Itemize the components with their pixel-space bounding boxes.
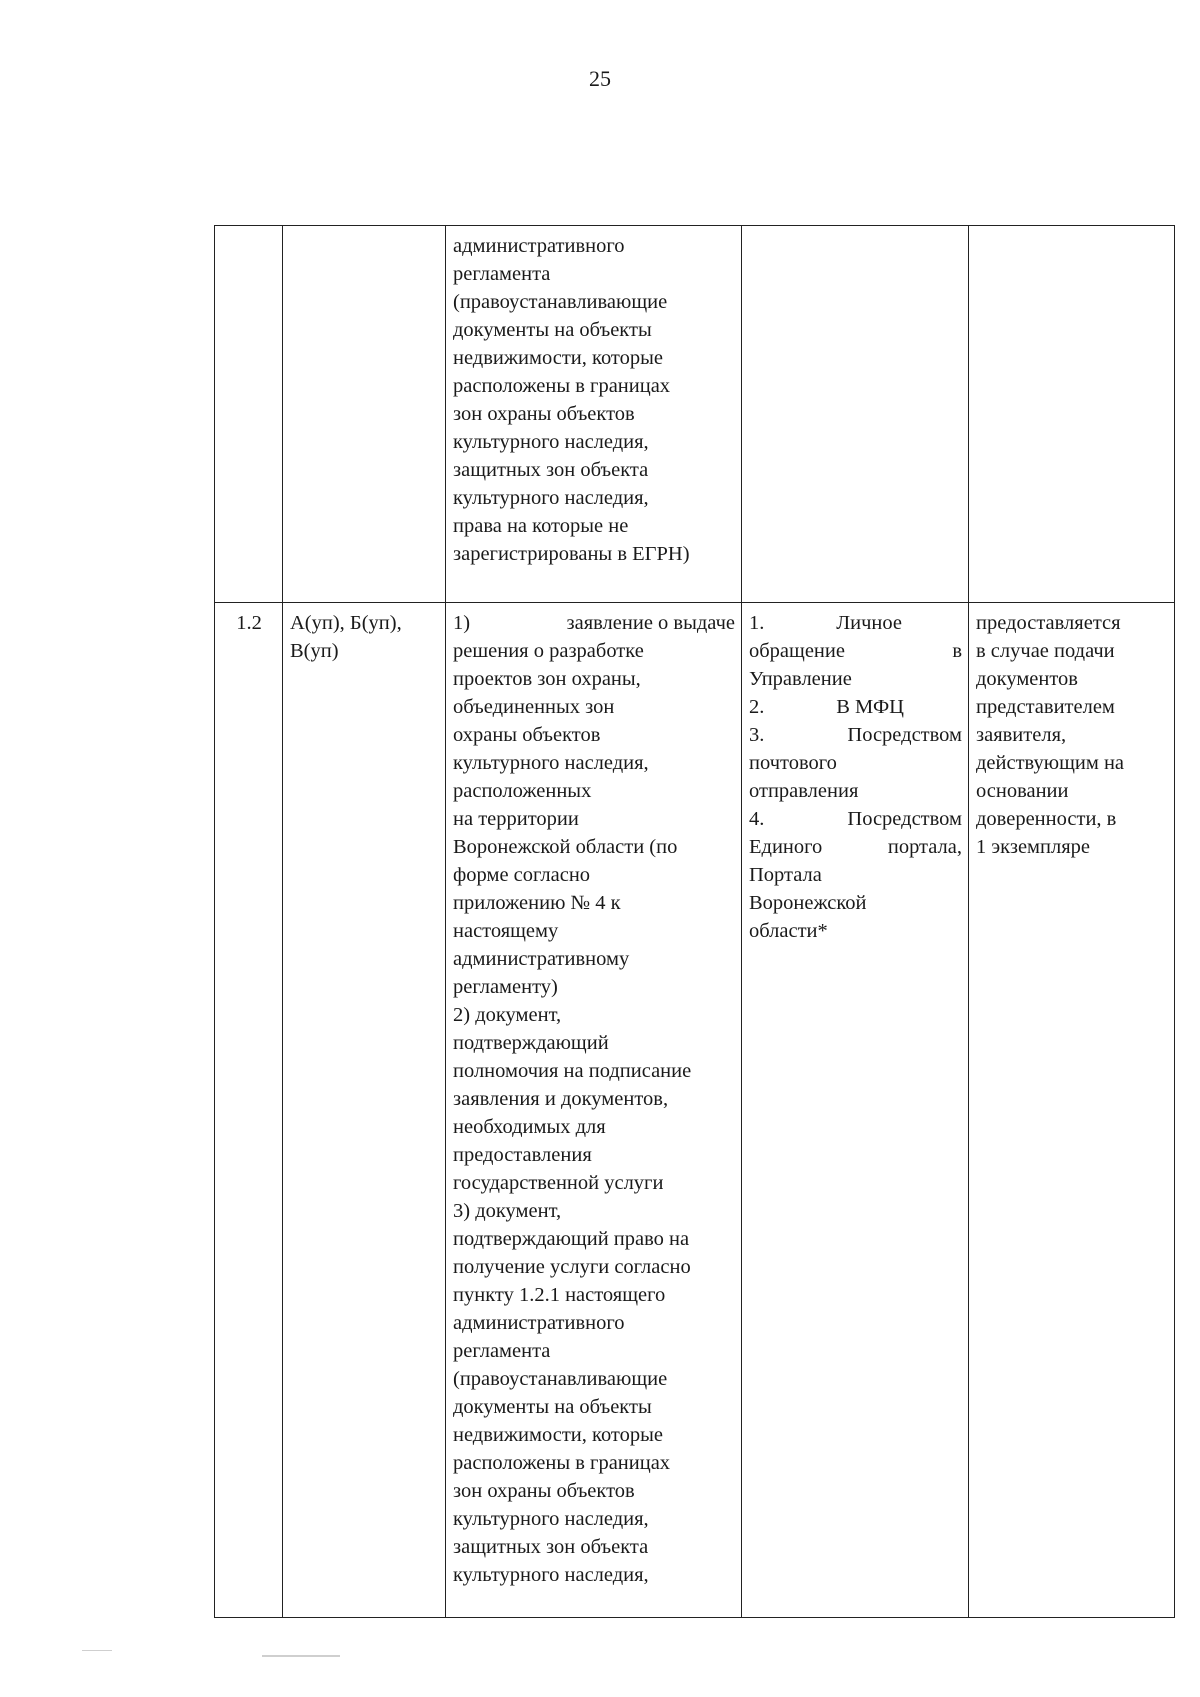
- doc-line: культурного наследия,: [453, 1564, 649, 1586]
- doc-line: заявления и документов,: [453, 1088, 669, 1110]
- way-line: Воронежской: [749, 892, 867, 914]
- doc-line: Воронежской области (по: [453, 836, 678, 858]
- doc-line: документы на объекты: [453, 1396, 652, 1418]
- way-line: почтового: [749, 752, 837, 774]
- cell-num: [215, 226, 283, 603]
- doc-line: недвижимости, которые: [453, 347, 663, 369]
- note-line: заявителя,: [976, 724, 1067, 746]
- way-line: [749, 637, 962, 665]
- category-line: В(уп): [290, 640, 339, 662]
- doc-line: подтверждающий право на: [453, 1228, 690, 1250]
- note-line: 1 экземпляре: [976, 836, 1091, 858]
- doc-line: документы на объекты: [453, 319, 652, 341]
- cell-ways: [742, 603, 969, 1618]
- doc-line: пункту 1.2.1 настоящего: [453, 1284, 666, 1306]
- doc-item-number: 1): [453, 612, 471, 634]
- doc-line: административного: [453, 235, 625, 257]
- note-line: документов: [976, 668, 1078, 690]
- note-line: предоставляется: [976, 612, 1121, 634]
- way-line: Портала: [749, 864, 822, 886]
- doc-line: государственной услуги: [453, 1172, 664, 1194]
- cell-categories: [283, 226, 446, 603]
- doc-line: расположенных: [453, 780, 592, 802]
- doc-line: защитных зон объекта: [453, 1536, 649, 1558]
- table-row-1-2: [215, 603, 1175, 1618]
- way-text: Посредством: [847, 808, 962, 830]
- doc-line: зон охраны объектов: [453, 403, 635, 425]
- way-line: области*: [749, 920, 828, 942]
- doc-line: полномочия на подписание: [453, 1060, 692, 1082]
- cell-categories: [283, 603, 446, 1618]
- doc-line: форме согласно: [453, 864, 591, 886]
- doc-line: культурного наследия,: [453, 752, 649, 774]
- doc-line: (правоустанавливающие: [453, 291, 668, 313]
- cell-note: [969, 226, 1175, 603]
- doc-line: приложению № 4 к: [453, 892, 621, 914]
- doc-line: (правоустанавливающие: [453, 1368, 668, 1390]
- doc-line: предоставления: [453, 1144, 592, 1166]
- page-number: 25: [589, 66, 611, 91]
- category-line: А(уп), Б(уп),: [290, 612, 402, 634]
- doc-line: культурного наследия,: [453, 1508, 649, 1530]
- way-number: 2.: [749, 696, 765, 718]
- doc-line: получение услуги согласно: [453, 1256, 691, 1278]
- cell-num: 1.2: [215, 603, 283, 1618]
- note-line: доверенности, в: [976, 808, 1117, 830]
- way-text: Личное: [836, 612, 902, 634]
- doc-line: 2) документ,: [453, 1004, 562, 1026]
- doc-line: объединенных зон: [453, 696, 615, 718]
- doc-line: охраны объектов: [453, 724, 601, 746]
- doc-line: культурного наследия,: [453, 431, 649, 453]
- doc-line: зон охраны объектов: [453, 1480, 635, 1502]
- cell-documents: [446, 226, 742, 603]
- way-line: Управление: [749, 668, 852, 690]
- documents-table: [214, 225, 1175, 1618]
- doc-line: права на которые не: [453, 515, 629, 537]
- doc-item-text: заявление о выдаче: [566, 612, 735, 634]
- doc-line: культурного наследия,: [453, 487, 649, 509]
- way-line: отправления: [749, 780, 859, 802]
- doc-line: зарегистрированы в ЕГРН): [453, 543, 690, 565]
- way-number: 3.: [749, 724, 765, 746]
- table-row-continuation: [215, 226, 1175, 603]
- way-text: В МФЦ: [836, 696, 904, 718]
- cell-documents: [446, 603, 742, 1618]
- doc-line: необходимых для: [453, 1116, 606, 1138]
- note-line: представителем: [976, 696, 1115, 718]
- way-line: [749, 805, 962, 833]
- doc-line-first: [453, 609, 735, 637]
- note-line: основании: [976, 780, 1069, 802]
- doc-line: настоящему: [453, 920, 559, 942]
- way-line: [749, 693, 962, 721]
- doc-line: на территории: [453, 808, 579, 830]
- doc-line: 3) документ,: [453, 1200, 562, 1222]
- doc-line: подтверждающий: [453, 1032, 609, 1054]
- doc-line: административного: [453, 1312, 625, 1334]
- way-text: портала,: [887, 836, 962, 858]
- doc-line: регламента: [453, 263, 551, 285]
- way-text: Единого: [749, 836, 823, 858]
- cell-ways: [742, 226, 969, 603]
- doc-line: расположены в границах: [453, 375, 671, 397]
- note-line: в случае подачи: [976, 640, 1115, 662]
- doc-line: регламента: [453, 1340, 551, 1362]
- doc-line: административному: [453, 948, 630, 970]
- scan-artifact: [82, 1650, 112, 1651]
- way-number: 1.: [749, 612, 765, 634]
- way-line: [749, 609, 962, 637]
- doc-line: проектов зон охраны,: [453, 668, 641, 690]
- scan-artifact: [262, 1655, 340, 1657]
- way-number: 4.: [749, 808, 765, 830]
- note-line: действующим на: [976, 752, 1125, 774]
- way-line: [749, 721, 962, 749]
- way-text: в: [952, 640, 962, 662]
- way-text: обращение: [749, 640, 845, 662]
- doc-line: расположены в границах: [453, 1452, 671, 1474]
- doc-line: решения о разработке: [453, 640, 644, 662]
- doc-line: недвижимости, которые: [453, 1424, 663, 1446]
- way-text: Посредством: [847, 724, 962, 746]
- cell-note: [969, 603, 1175, 1618]
- doc-line: регламенту): [453, 976, 558, 998]
- doc-line: защитных зон объекта: [453, 459, 649, 481]
- way-line: [749, 833, 962, 861]
